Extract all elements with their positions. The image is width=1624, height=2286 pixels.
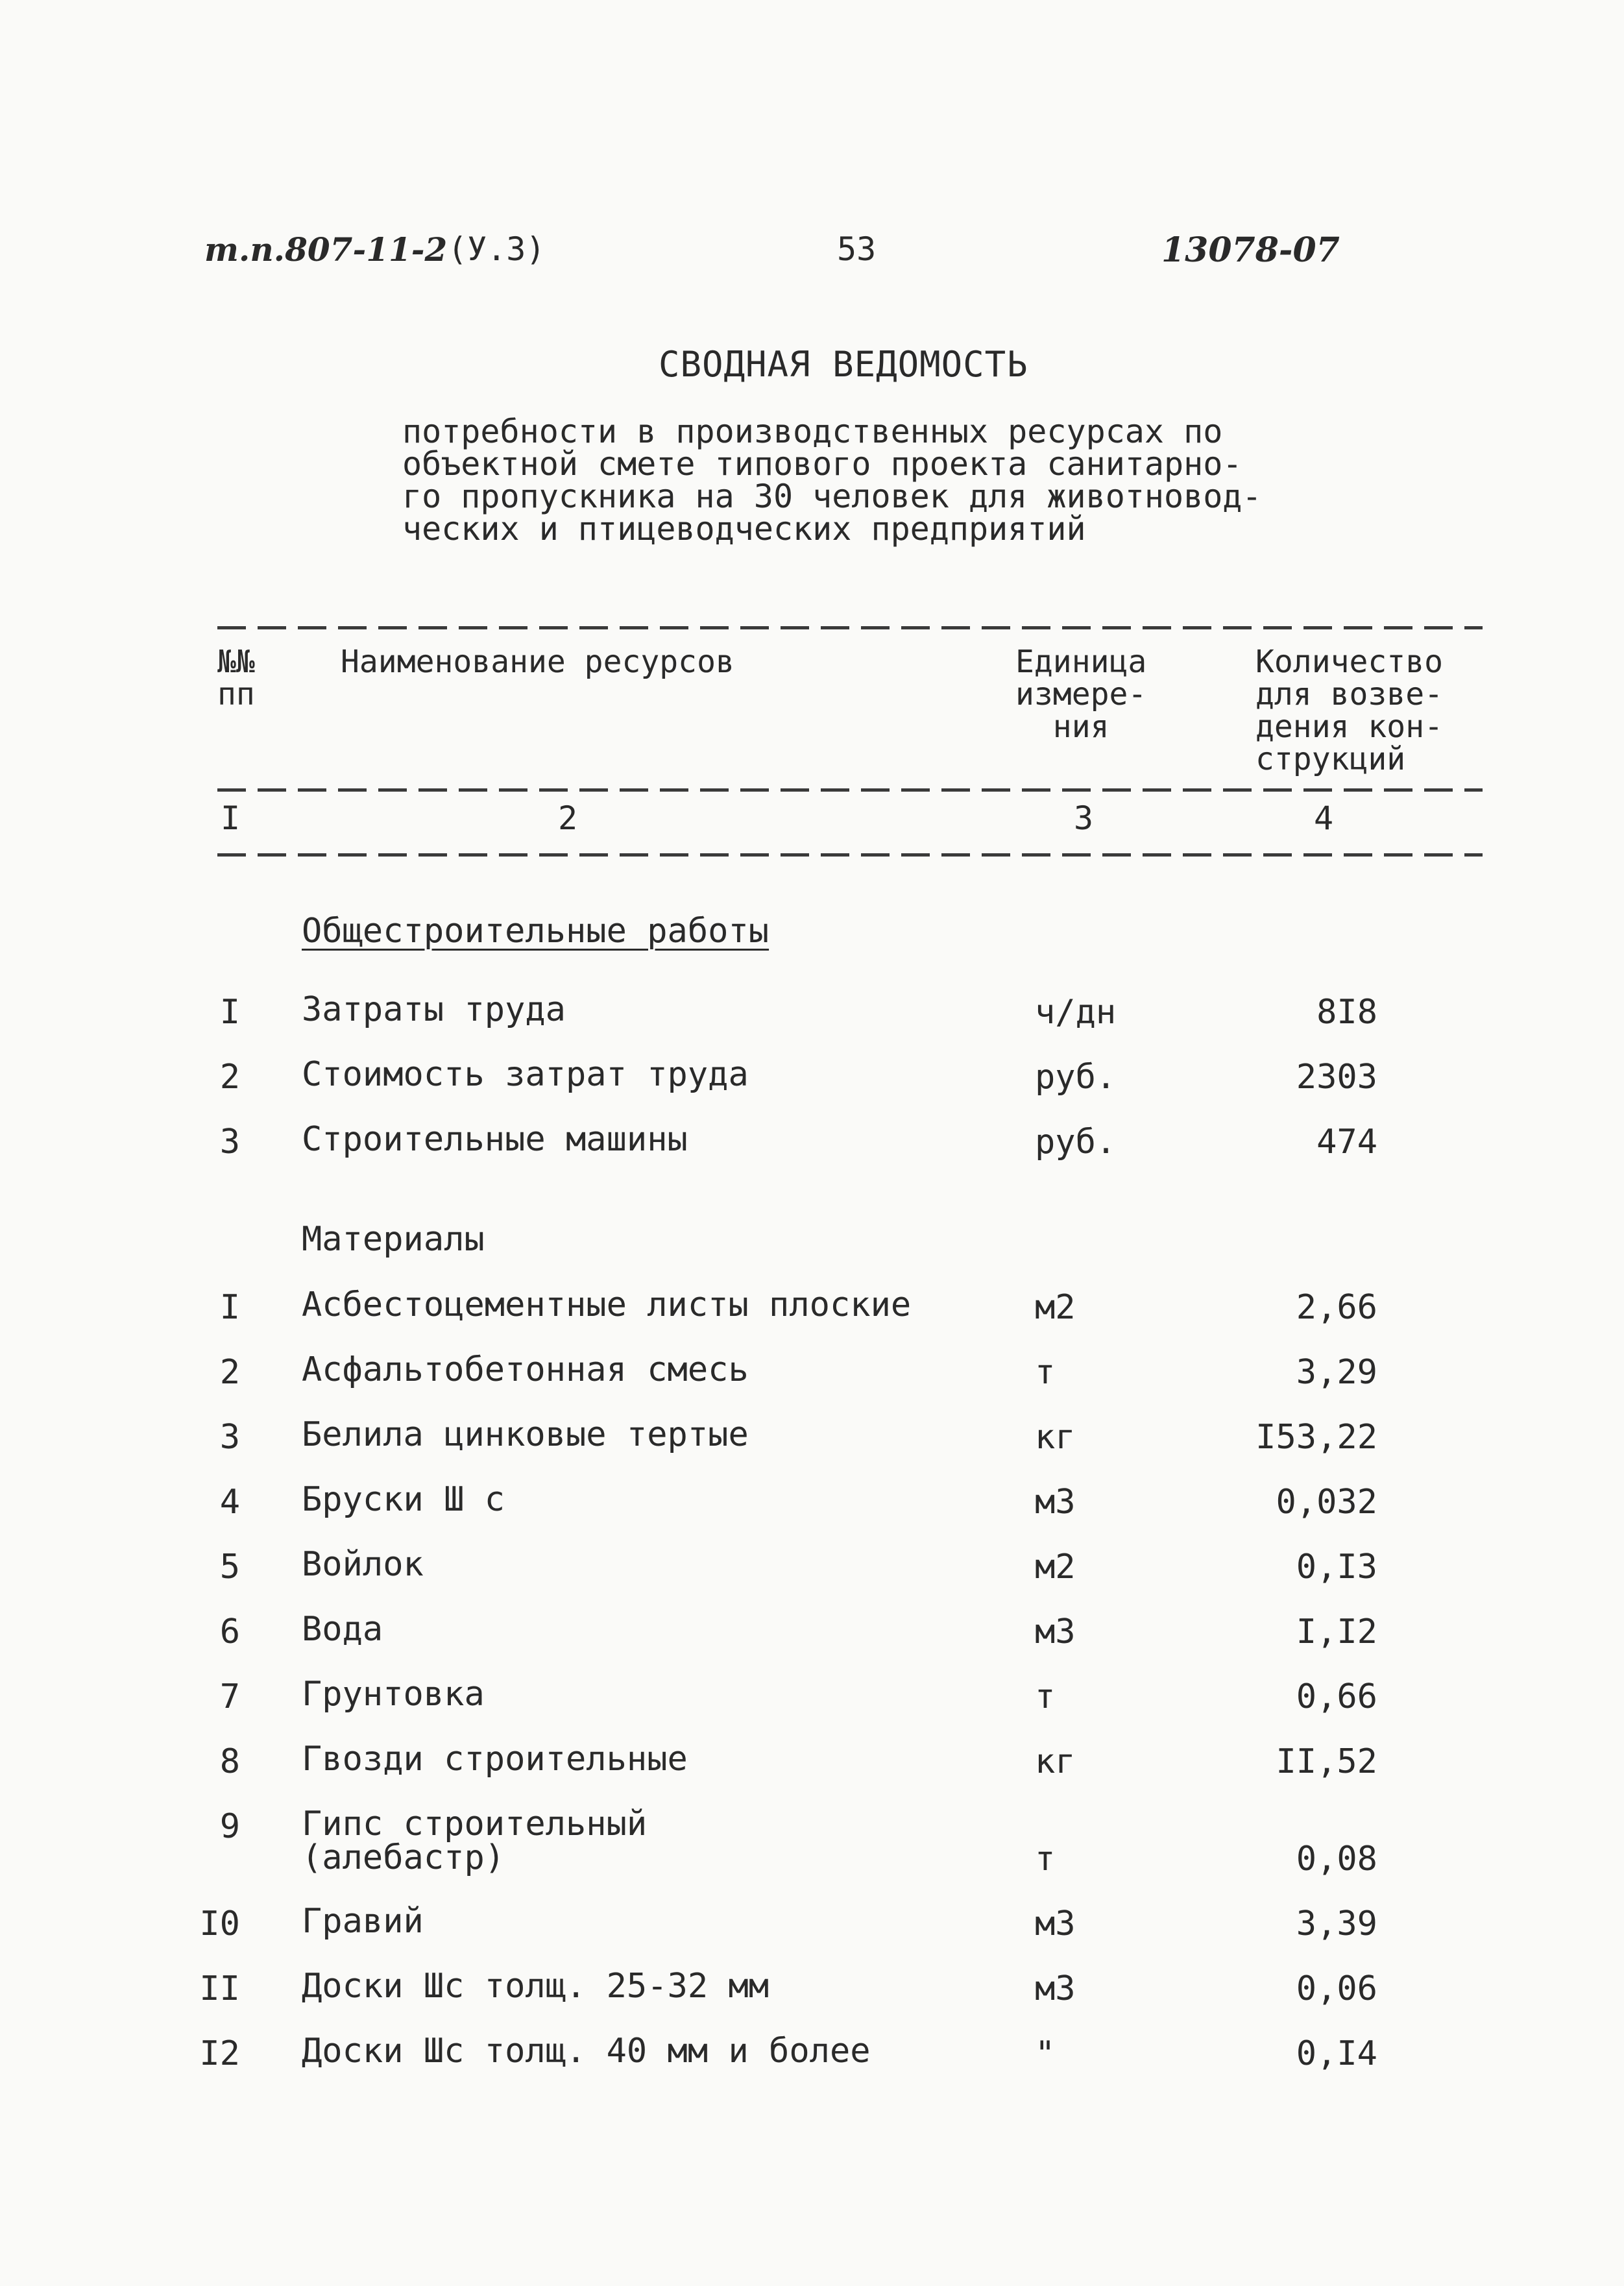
section-title-general-works: Общестроительные работы <box>302 912 770 951</box>
table-row-unit: м3 <box>1035 1969 1076 2008</box>
table-row-number: 4 <box>219 1483 240 1522</box>
table-row-number: 2 <box>219 1353 240 1392</box>
table-row-number: II <box>199 1969 240 2008</box>
table-row-unit: т <box>1035 1353 1056 1392</box>
table-row-name: Доски Шс толщ. 25-32 мм <box>302 1967 770 2006</box>
table-row-unit: руб. <box>1035 1123 1117 1161</box>
table-row-name: Стоимость затрат труда <box>302 1055 749 1094</box>
table-row-qty: 3,29 <box>1296 1353 1377 1392</box>
table-row-number: 9 <box>219 1807 240 1846</box>
table-top-rule <box>217 626 1483 629</box>
table-row-number: 5 <box>219 1548 240 1587</box>
table-row-unit: м2 <box>1035 1288 1076 1327</box>
document-code: т.п.807-11-2 <box>204 230 448 269</box>
table-row-unit: ч/дн <box>1035 993 1117 1032</box>
table-row-name: Вода <box>302 1610 383 1649</box>
volume-label: (У.3) <box>448 230 546 268</box>
table-row-qty: I53,22 <box>1255 1418 1377 1457</box>
table-row-name: Строительные машины <box>302 1120 688 1159</box>
table-row-name: Асбестоцементные листы плоские <box>302 1285 912 1324</box>
table-row-unit: т <box>1035 1677 1056 1716</box>
table-row-name: Гипс строительный (алебастр) <box>302 1805 648 1877</box>
section-title-materials: Материалы <box>302 1220 485 1259</box>
table-row-number: 2 <box>219 1058 240 1097</box>
archive-number: 13078-07 <box>1161 230 1340 270</box>
table-row-unit: т <box>1035 1840 1056 1879</box>
col-header-qty: Количество для возве- дения кон- струкций <box>1255 644 1443 777</box>
table-row-qty: 3,39 <box>1296 1904 1377 1943</box>
col-header-name: Наименование ресурсов <box>341 644 734 680</box>
table-row-unit: м3 <box>1035 1612 1076 1651</box>
table-row-unit: руб. <box>1035 1058 1117 1097</box>
col-header-unit: Единица измере- ния <box>1015 644 1147 745</box>
col-number-2: 2 <box>558 799 578 837</box>
table-row-name: Войлок <box>302 1545 424 1584</box>
table-row-number: 6 <box>219 1612 240 1651</box>
col-number-1: I <box>221 799 241 837</box>
table-numbers-rule <box>217 853 1483 857</box>
table-row-name: Гравий <box>302 1902 424 1941</box>
table-row-name: Доски Шс толщ. 40 мм и более <box>302 2032 871 2071</box>
table-row-qty: 0,I3 <box>1296 1548 1377 1587</box>
table-row-name: Грунтовка <box>302 1675 485 1714</box>
table-row-unit: м3 <box>1035 1904 1076 1943</box>
table-row-qty: 2303 <box>1296 1058 1377 1097</box>
table-row-number: I <box>219 1288 240 1327</box>
table-row-unit: м3 <box>1035 1483 1076 1522</box>
table-row-name: Затраты труда <box>302 990 566 1029</box>
table-row-unit: м2 <box>1035 1548 1076 1587</box>
table-row-qty: 0,032 <box>1276 1483 1377 1522</box>
table-row-number: 7 <box>219 1677 240 1716</box>
table-row-unit: кг <box>1035 1742 1076 1781</box>
table-row-qty: 0,I4 <box>1296 2034 1377 2073</box>
page-subtitle: потребности в производственных ресурсах по объектной смете типового проекта санитарно- го пропускника на 30 человек для животновод- ческих и птицеводческих предприятий <box>402 413 1262 548</box>
table-row-name: Белила цинковые тертые <box>302 1415 749 1454</box>
col-number-3: 3 <box>1074 799 1094 837</box>
table-row-unit: кг <box>1035 1418 1076 1457</box>
table-row-qty: 474 <box>1316 1123 1377 1161</box>
table-row-number: I <box>219 993 240 1032</box>
page-title: СВОДНАЯ ВЕДОМОСТЬ <box>659 344 1028 385</box>
page-number: 53 <box>837 230 877 268</box>
table-row-unit: " <box>1035 2034 1056 2073</box>
table-row-qty: 0,66 <box>1296 1677 1377 1716</box>
table-row-qty: II,52 <box>1276 1742 1377 1781</box>
col-number-4: 4 <box>1314 799 1334 837</box>
table-row-number: I0 <box>199 1904 240 1943</box>
table-row-number: 8 <box>219 1742 240 1781</box>
table-row-number: 3 <box>219 1123 240 1161</box>
table-header-rule <box>217 788 1483 792</box>
table-row-name: Асфальтобетонная смесь <box>302 1350 749 1389</box>
table-row-qty: 2,66 <box>1296 1288 1377 1327</box>
table-row-qty: 8I8 <box>1316 993 1377 1032</box>
table-row-qty: I,I2 <box>1296 1612 1377 1651</box>
col-header-num: №№ пп <box>217 644 255 712</box>
table-row-number: I2 <box>199 2034 240 2073</box>
table-row-name: Бруски Ш с <box>302 1480 505 1519</box>
table-row-name: Гвозди строительные <box>302 1740 688 1779</box>
table-row-qty: 0,06 <box>1296 1969 1377 2008</box>
table-row-qty: 0,08 <box>1296 1840 1377 1879</box>
table-row-number: 3 <box>219 1418 240 1457</box>
